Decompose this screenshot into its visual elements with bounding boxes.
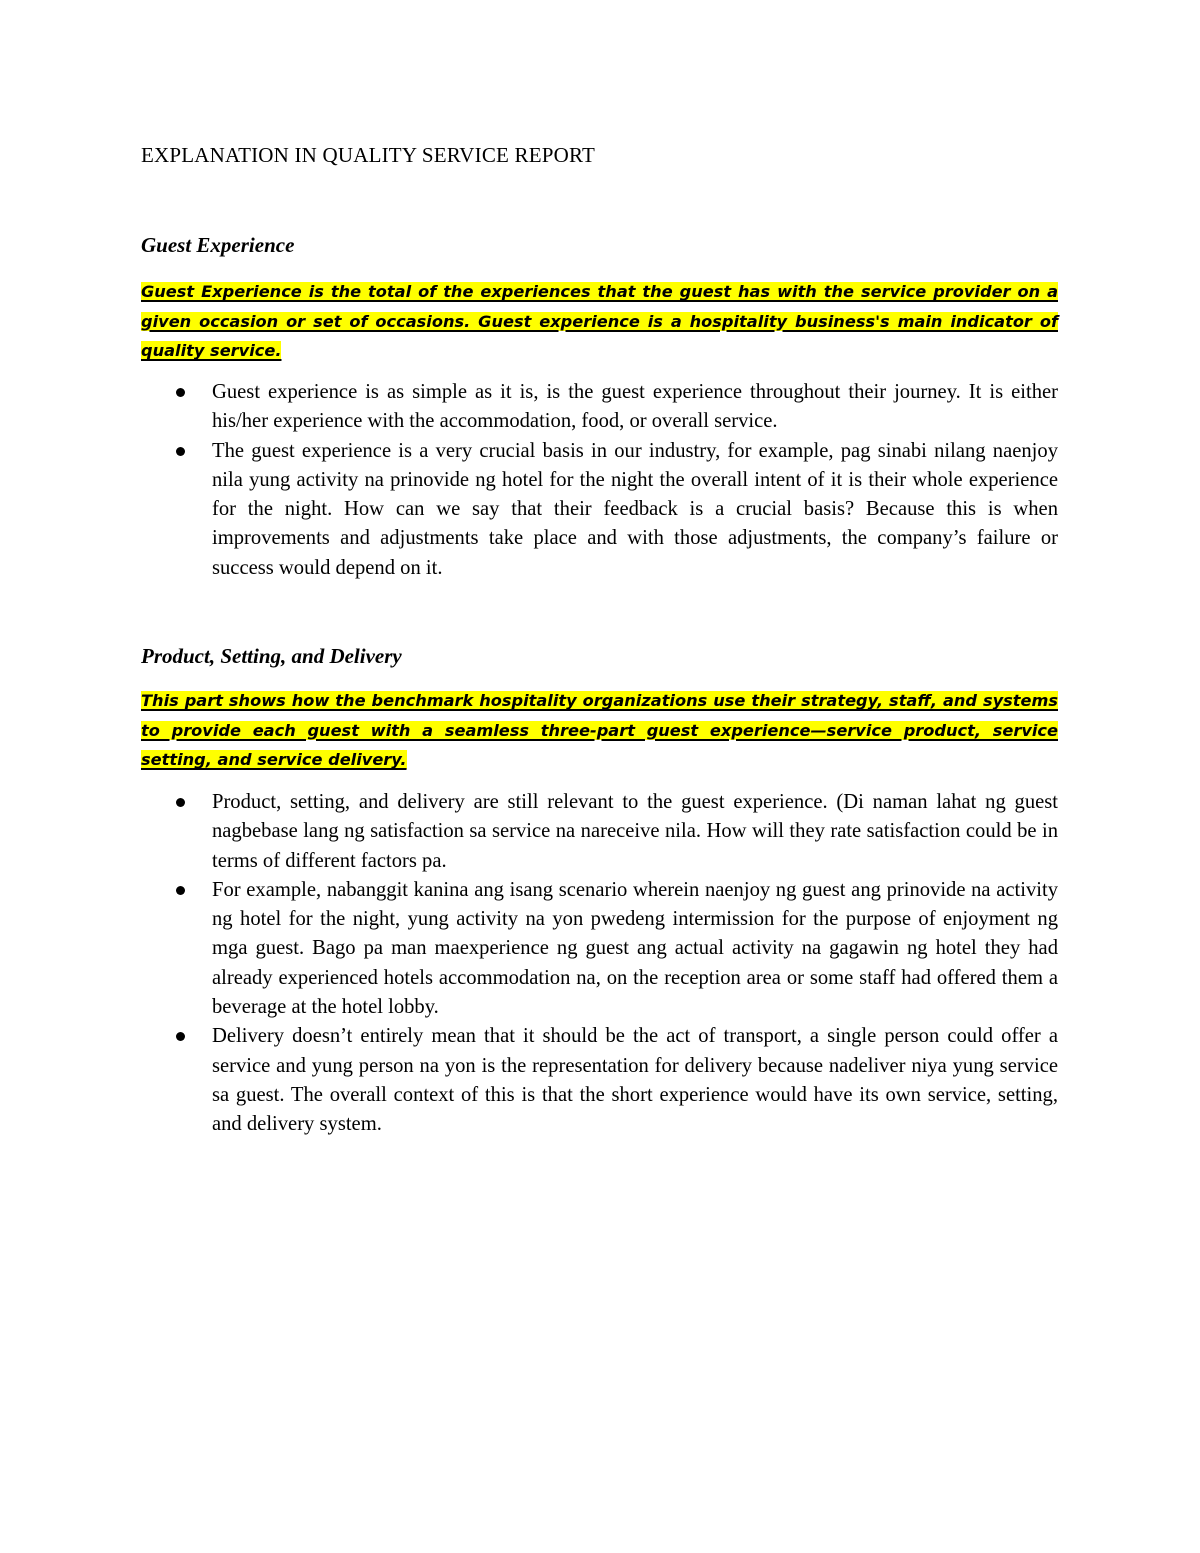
list-item [141, 378, 1058, 437]
section-heading-product-setting-delivery: Product, Setting, and Delivery [141, 644, 402, 668]
bullet-icon [176, 447, 185, 456]
list-item-text: Delivery doesn’t entirely mean that it should be the act of transport, a single person could offer a service and yung person na yon is the representation for delivery because nadeliver niya yung service sa guest. The overall context of this is that the short experience would have its own service, setting, and delivery system. [212, 1025, 1058, 1136]
list-item-text: Product, setting, and delivery are still relevant to the guest experience. (Di naman lahat ng guest nagbebase lang ng satisfaction sa service na nareceive nila. How will they rate satisfaction could be in terms of different factors pa. [212, 791, 1058, 872]
list-item-text: Guest experience is as simple as it is, is the guest experience throughout their journey. It is either his/her experience with the accommodation, food, or overall service. [212, 381, 1058, 433]
document-title: EXPLANATION IN QUALITY SERVICE REPORT [141, 143, 595, 167]
list-item [141, 437, 1058, 583]
highlighted-definition-product-setting-delivery [141, 686, 1058, 775]
bullet-icon [176, 388, 185, 397]
list-item-text: For example, nabanggit kanina ang isang scenario wherein naenjoy ng guest ang prinovide na activity ng hotel for the night, yung activity na yon pwedeng intermission for the purpose of enjoyment ng mga guest. Bago pa man maexperience ng guest ang actual activity na gagawin ng hotel they had already experienced hotels accommodation na, on the reception area or some staff had offered them a beverage at the hotel lobby. [212, 878, 1058, 1019]
bullet-list-product-setting-delivery [141, 788, 1058, 1140]
highlighted-text: This part shows how the benchmark hospitality organizations use their strategy, staff, and systems to provide each guest with a seamless three-part guest experience—service product, service setting, and service delivery. [141, 691, 1058, 769]
list-item [141, 876, 1058, 1022]
list-item [141, 788, 1058, 876]
bullet-list-guest-experience [141, 378, 1058, 583]
bullet-icon [176, 1032, 185, 1041]
bullet-icon [176, 886, 185, 895]
bullet-icon [176, 798, 185, 807]
list-item-text: The guest experience is a very crucial basis in our industry, for example, pag sinabi nilang naenjoy nila yung activity na prinovide ng hotel for the night the overall intent of it is their whole experience for the night. How can we say that their feedback is a crucial basis? Because this is when improvements and adjustments take place and with those adjustments, the company’s failure or success would depend on it. [212, 439, 1058, 579]
highlighted-definition-guest-experience [141, 277, 1058, 366]
highlighted-text: Guest Experience is the total of the experiences that the guest has with the service provider on a given occasion or set of occasions. Guest experience is a hospitality business's main indicator of quality service. [141, 282, 1058, 360]
list-item [141, 1022, 1058, 1139]
section-heading-guest-experience: Guest Experience [141, 233, 295, 257]
